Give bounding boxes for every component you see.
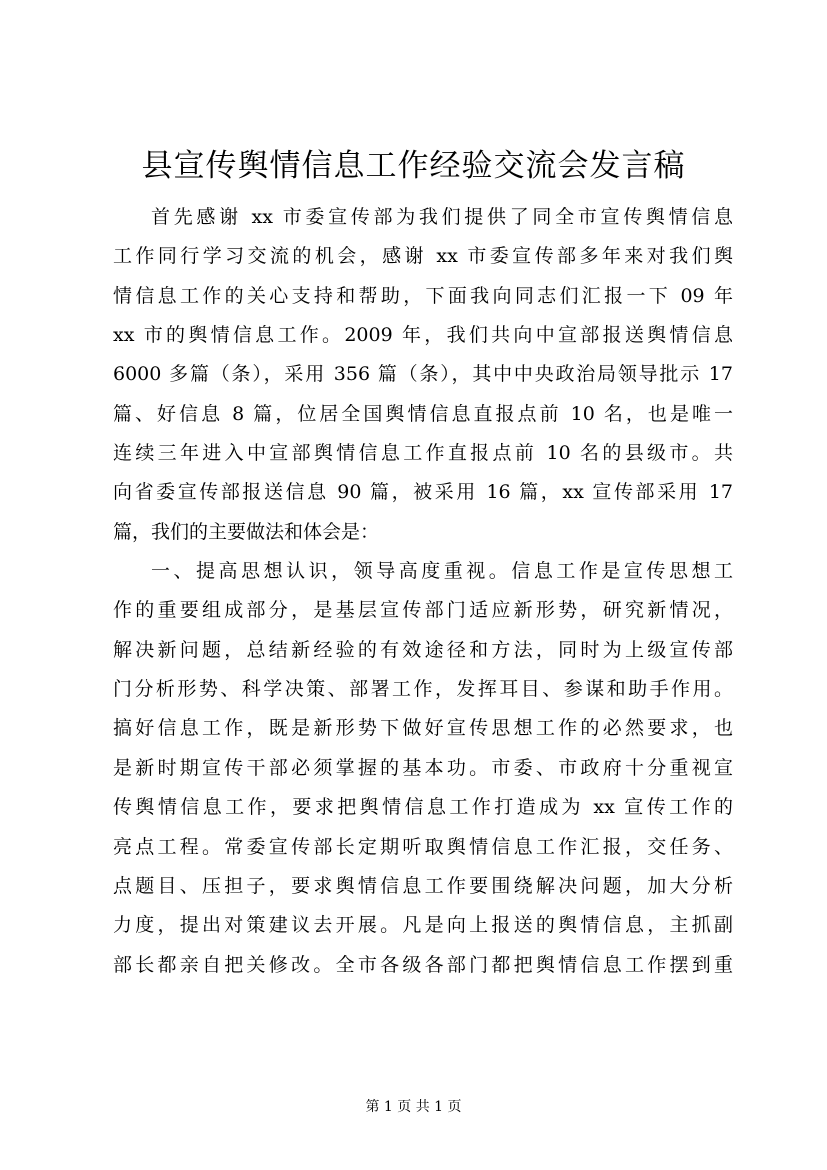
body-line: 搞好信息工作，既是新形势下做好宣传思想工作的必然要求，也 bbox=[113, 717, 733, 740]
body-line: 工作同行学习交流的机会，感谢 xx 市委宣传部多年来对我们舆 bbox=[113, 245, 733, 268]
body-line: 点题目、压担子，要求舆情信息工作要围绕解决问题，加大分析 bbox=[113, 874, 733, 897]
body-line: 解决新问题，总结新经验的有效途径和方法，同时为上级宣传部 bbox=[113, 638, 733, 661]
document-body bbox=[113, 198, 733, 985]
body-line: 亮点工程。常委宣传部长定期听取舆情信息工作汇报，交任务、 bbox=[113, 835, 733, 858]
body-line: 首先感谢 xx 市委宣传部为我们提供了同全市宣传舆情信息 bbox=[151, 206, 733, 228]
body-line: 篇、好信息 8 篇，位居全国舆情信息直报点前 10 名，也是唯一 bbox=[113, 402, 733, 425]
body-line: 一、提高思想认识，领导高度重视。信息工作是宣传思想工 bbox=[151, 560, 733, 583]
body-line: 6000 多篇（条），采用 356 篇（条），其中中央政治局领导批示 17 bbox=[113, 363, 733, 386]
body-line: 门分析形势、科学决策、部署工作，发挥耳目、参谋和助手作用。 bbox=[113, 678, 733, 701]
body-line: 篇，我们的主要做法和体会是： bbox=[113, 520, 380, 543]
body-line: 作的重要组成部分，是基层宣传部门适应新形势，研究新情况， bbox=[113, 599, 733, 622]
body-line: 连续三年进入中宣部舆情信息工作直报点前 10 名的县级市。共 bbox=[113, 442, 733, 465]
page-footer: 第 1 页 共 1 页 bbox=[365, 1099, 462, 1115]
body-line: 情信息工作的关心支持和帮助，下面我向同志们汇报一下 09 年 bbox=[113, 284, 733, 307]
document-title: 县宣传舆情信息工作经验交流会发言稿 bbox=[141, 148, 686, 184]
body-line: 是新时期宣传干部必须掌握的基本功。市委、市政府十分重视宣 bbox=[113, 756, 733, 779]
body-line: xx 市的舆情信息工作。2009 年，我们共向中宣部报送舆情信息 bbox=[113, 324, 733, 347]
body-line: 向省委宣传部报送信息 90 篇，被采用 16 篇，xx 宣传部采用 17 bbox=[113, 481, 733, 504]
body-line: 传舆情信息工作，要求把舆情信息工作打造成为 xx 宣传工作的 bbox=[113, 796, 733, 819]
body-line: 部长都亲自把关修改。全市各级各部门都把舆情信息工作摆到重 bbox=[113, 953, 733, 976]
body-line: 力度，提出对策建议去开展。凡是向上报送的舆情信息，主抓副 bbox=[113, 914, 733, 937]
